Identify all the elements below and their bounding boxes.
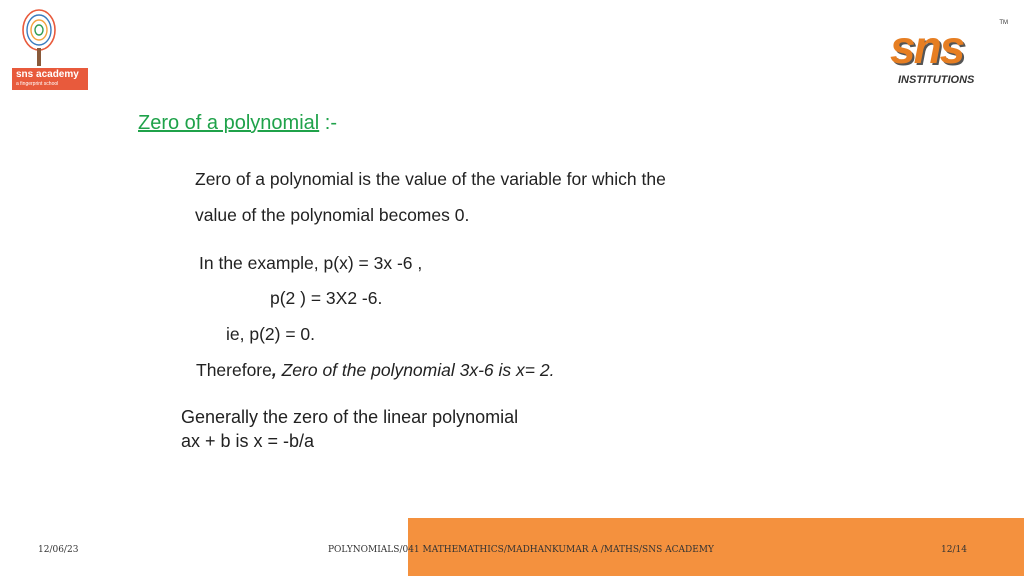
result-line: ie, p(2) = 0. — [226, 324, 316, 344]
trademark-mark: TM — [999, 20, 1008, 26]
example-line: In the example, p(x) = 3x -6 , — [199, 253, 423, 273]
sns-institutions-logo — [884, 20, 1010, 94]
heading-suffix: :- — [319, 112, 337, 134]
slide-heading — [138, 112, 337, 135]
sns-brand-text: sns — [890, 21, 964, 73]
conclusion-prefix: Therefore — [196, 360, 272, 380]
academy-name: sns academy — [16, 69, 79, 80]
definition-line-1: Zero of a polynomial is the value of the variable for which the — [195, 169, 666, 189]
institutions-text: INSTITUTIONS — [898, 74, 975, 86]
footer-date: 12/06/23 — [38, 545, 79, 555]
general-rule-line-1: Generally the zero of the linear polynomial — [181, 407, 519, 427]
definition-line-2: value of the polynomial becomes 0. — [195, 205, 470, 225]
footer-page-number: 12/14 — [941, 545, 967, 555]
conclusion-line — [196, 360, 554, 381]
conclusion-italic: Zero of the polynomial 3x-6 is x= 2. — [281, 360, 555, 380]
academy-tagline: a fingerprint school — [16, 81, 59, 87]
conclusion-comma: , — [271, 360, 282, 380]
academy-label-box — [12, 68, 88, 90]
general-rule-line-2: ax + b is x = -b/a — [181, 431, 315, 451]
footer-title: POLYNOMIALS/041 MATHEMATHICS/MADHANKUMAR A /MATHS/SNS ACADEMY — [328, 545, 714, 555]
fingerprint-tree-icon — [20, 8, 58, 68]
sns-academy-logo — [12, 8, 90, 92]
heading-link[interactable]: Zero of a polynomial — [138, 112, 320, 134]
substitution-line: p(2 ) = 3X2 -6. — [270, 288, 383, 308]
